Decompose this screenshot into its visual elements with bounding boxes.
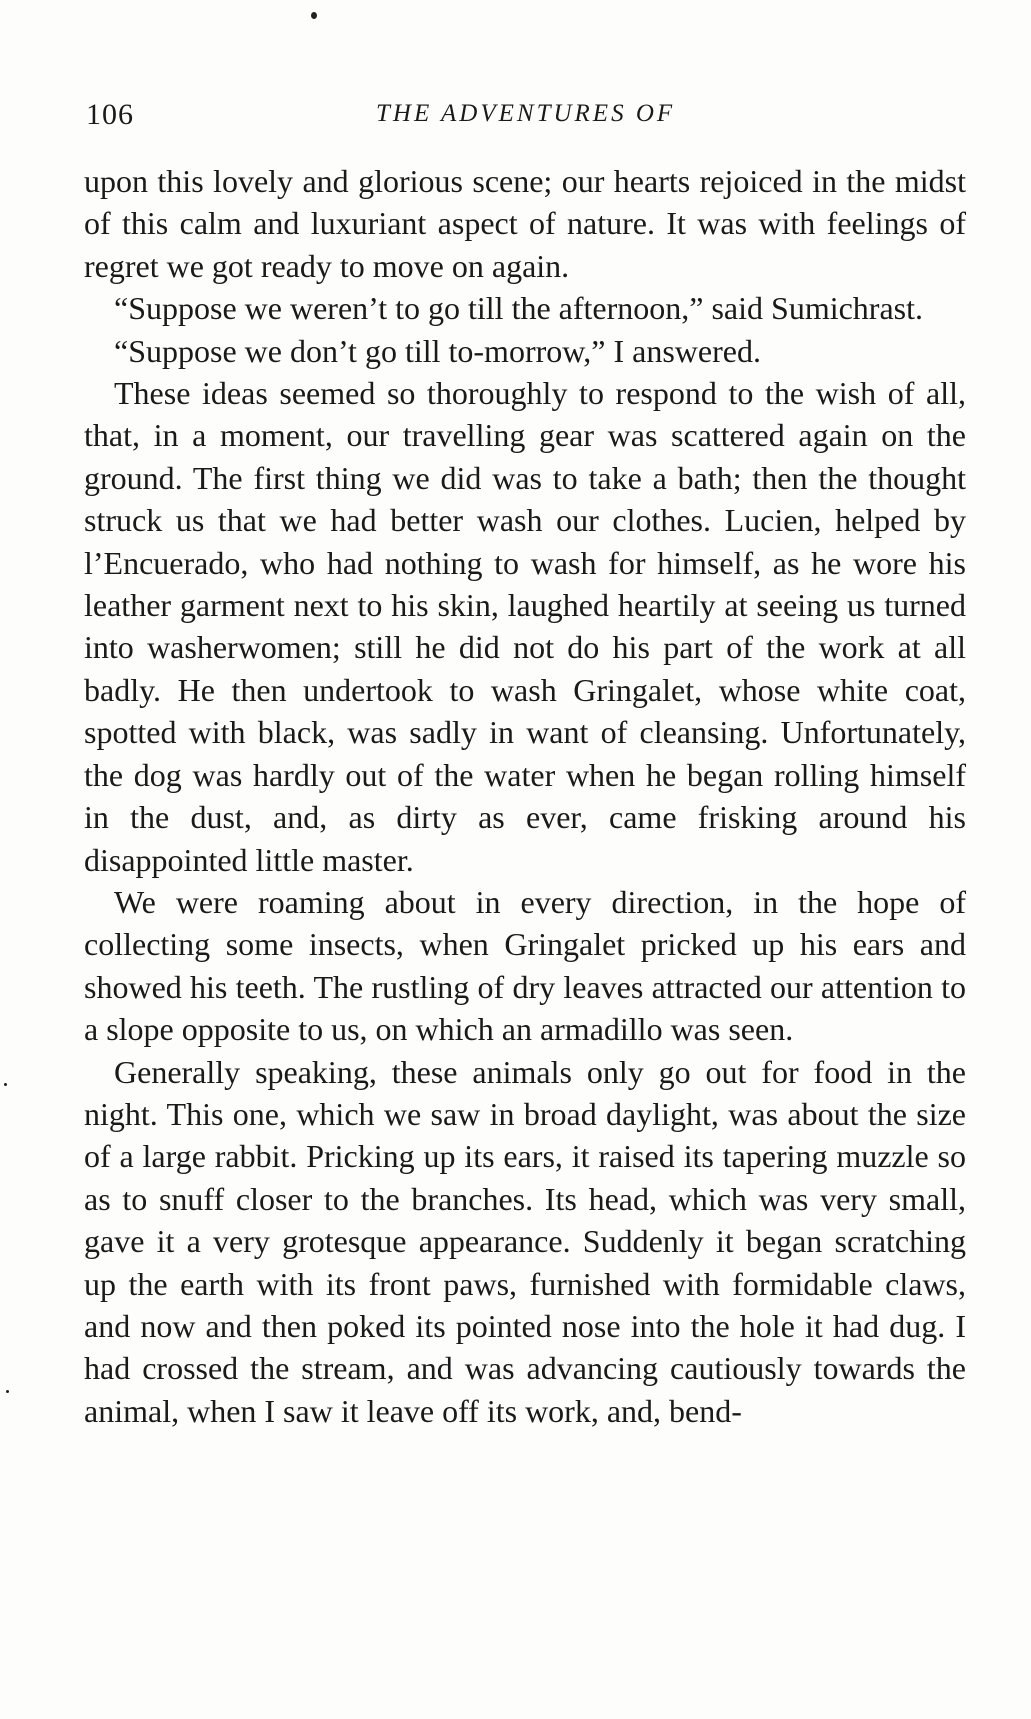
ink-speck [4, 1083, 7, 1086]
page-number: 106 [86, 98, 134, 131]
paragraph: “Suppose we don’t go till to-morrow,” I answered. [114, 332, 761, 369]
paragraph: We were roaming about in every direction, in the hope of collecting some insects, when Gringalet pricked up his ears and showed his teeth. The rustling of dry leaves attracted our attention to a slope opposite to us, on which an armadillo was seen. [84, 883, 966, 1048]
paragraph: upon this lovely and glorious scene; our hearts rejoiced in the midst of this calm and luxuriant aspect of nature. It was with feelings of regret we got ready to move on again. [84, 163, 966, 284]
paragraph: Generally speaking, these animals only go out for food in the night. This one, which we saw in broad daylight, was about the size of a large rabbit. Pricking up its ears, it raised its tapering muzzle so as to snuff closer to the branches. Its head, which was very small, gave it a very grotesque appearance. Suddenly it began scratching up the earth with its front paws, furnished with formidable claws, and now and then poked its pointed nose into the hole it had dug. I had crossed the stream, and was advancing cautiously towards the animal, when I saw it leave off its work, and, bend- [84, 1053, 966, 1429]
body-text [84, 160, 966, 1432]
paragraph: These ideas seemed so thoroughly to respond to the wish of all, that, in a moment, our travelling gear was scattered again on the ground. The first thing we did was to take a bath; then the thought struck us that we had better wash our clothes. Lucien, helped by l’Encuerado, who had nothing to wash for himself, as he wore his leather garment next to his skin, laughed heartily at seeing us turned into washerwomen; still he did not do his part of the work at all badly. He then undertook to wash Gringalet, whose white coat, spotted with black, was sadly in want of cleansing. Unfortunately, the dog was hardly out of the water when he began rolling himself in the dust, and, as dirty as ever, came frisking around his disappointed little master. [84, 375, 966, 878]
paragraph: “Suppose we weren’t to go till the afternoon,” said Sumichrast. [114, 290, 923, 327]
page-header [86, 98, 966, 138]
running-head: THE ADVENTURES OF [376, 100, 676, 127]
ink-speck [311, 12, 317, 19]
ink-speck [6, 1390, 9, 1393]
